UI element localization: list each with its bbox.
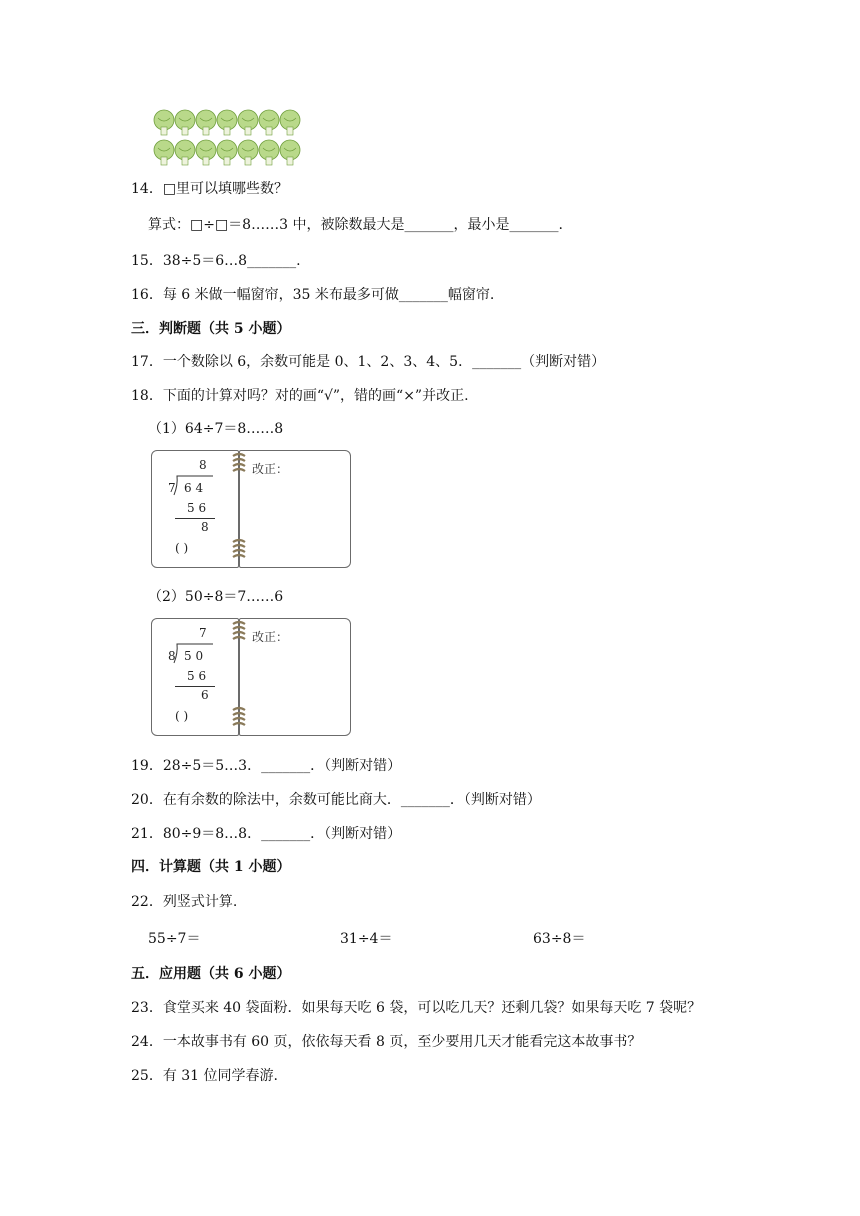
question-17: 17．一个数除以 6，余数可能是 0、1、2、3、4、5．_______（判断对错） xyxy=(131,354,606,370)
division-divisor: 8 xyxy=(168,649,176,663)
question-18-sub2: （2）50÷8＝7……6 xyxy=(148,589,284,605)
notebook-illustration-1 xyxy=(151,450,353,568)
cabbage-icon xyxy=(217,140,237,165)
division-dividend: 6 4 xyxy=(184,481,204,495)
question-14-formula: 算式：□÷□＝8……3 中，被除数最大是_______，最小是_______. xyxy=(148,217,563,233)
division-dividend: 5 0 xyxy=(184,649,204,663)
spiral-ring-icon xyxy=(231,538,247,560)
division-product: 5 6 xyxy=(187,669,207,683)
question-24: 24．一本故事书有 60 页，依依每天看 8 页，至少要用几天才能看完这本故事书？ xyxy=(131,1034,642,1050)
section-4-heading: 四．计算题（共 1 小题） xyxy=(131,859,291,875)
cabbage-icon xyxy=(196,110,216,135)
cabbage-icon xyxy=(175,110,195,135)
question-21: 21．80÷9＝8…8．_______．（判断对错） xyxy=(131,826,402,842)
question-20: 20．在有余数的除法中，余数可能比商大．_______．（判断对错） xyxy=(131,792,541,808)
question-16: 16．每 6 米做一幅窗帘，35 米布最多可做_______幅窗帘. xyxy=(131,287,495,303)
division-rule xyxy=(175,686,215,687)
section-5-heading: 五．应用题（共 6 小题） xyxy=(131,966,291,982)
division-remainder: 6 xyxy=(201,688,209,702)
calc-item-1: 55÷7＝ xyxy=(148,931,201,947)
fix-label: 改正： xyxy=(252,462,289,476)
question-14-title: 14．□里可以填哪些数？ xyxy=(131,181,289,197)
calc-item-2: 31÷4＝ xyxy=(340,931,393,947)
calc-item-3: 63÷8＝ xyxy=(533,931,586,947)
question-23: 23．食堂买来 40 袋面粉．如果每天吃 6 袋，可以吃几天？还剩几袋？如果每天吃 7 袋呢？ xyxy=(131,1000,702,1016)
cabbage-illustration xyxy=(153,108,303,166)
section-3-heading: 三．判断题（共 5 小题） xyxy=(131,321,291,337)
cabbage-icon xyxy=(259,140,279,165)
cabbage-icon xyxy=(217,110,237,135)
cabbage-icon xyxy=(175,140,195,165)
spiral-ring-icon xyxy=(231,706,247,728)
cabbage-icon xyxy=(238,140,258,165)
question-25: 25．有 31 位同学春游. xyxy=(131,1068,278,1084)
answer-blank: ( ) xyxy=(175,541,189,555)
spiral-ring-icon xyxy=(231,620,247,642)
question-22-title: 22．列竖式计算. xyxy=(131,894,238,910)
cabbage-icon xyxy=(280,140,300,165)
division-quotient: 8 xyxy=(199,458,207,472)
division-divisor: 7 xyxy=(168,481,176,495)
question-18-title: 18．下面的计算对吗？对的画“√”，错的画“×”并改正. xyxy=(131,388,469,404)
answer-blank: ( ) xyxy=(175,709,189,723)
cabbage-icon xyxy=(238,110,258,135)
notebook-illustration-2 xyxy=(151,618,353,736)
question-19: 19．28÷5＝5…3．_______．（判断对错） xyxy=(131,758,402,774)
division-quotient: 7 xyxy=(199,626,207,640)
cabbage-icon xyxy=(280,110,300,135)
division-rule xyxy=(175,518,215,519)
division-product: 5 6 xyxy=(187,501,207,515)
question-18-sub1: （1）64÷7＝8……8 xyxy=(148,421,284,437)
spiral-ring-icon xyxy=(231,452,247,474)
question-15: 15．38÷5＝6…8_______. xyxy=(131,253,301,269)
division-remainder: 8 xyxy=(201,520,209,534)
cabbage-icon xyxy=(154,110,174,135)
cabbage-icon xyxy=(259,110,279,135)
cabbage-icon xyxy=(154,140,174,165)
fix-label: 改正： xyxy=(252,630,289,644)
cabbage-icon xyxy=(196,140,216,165)
